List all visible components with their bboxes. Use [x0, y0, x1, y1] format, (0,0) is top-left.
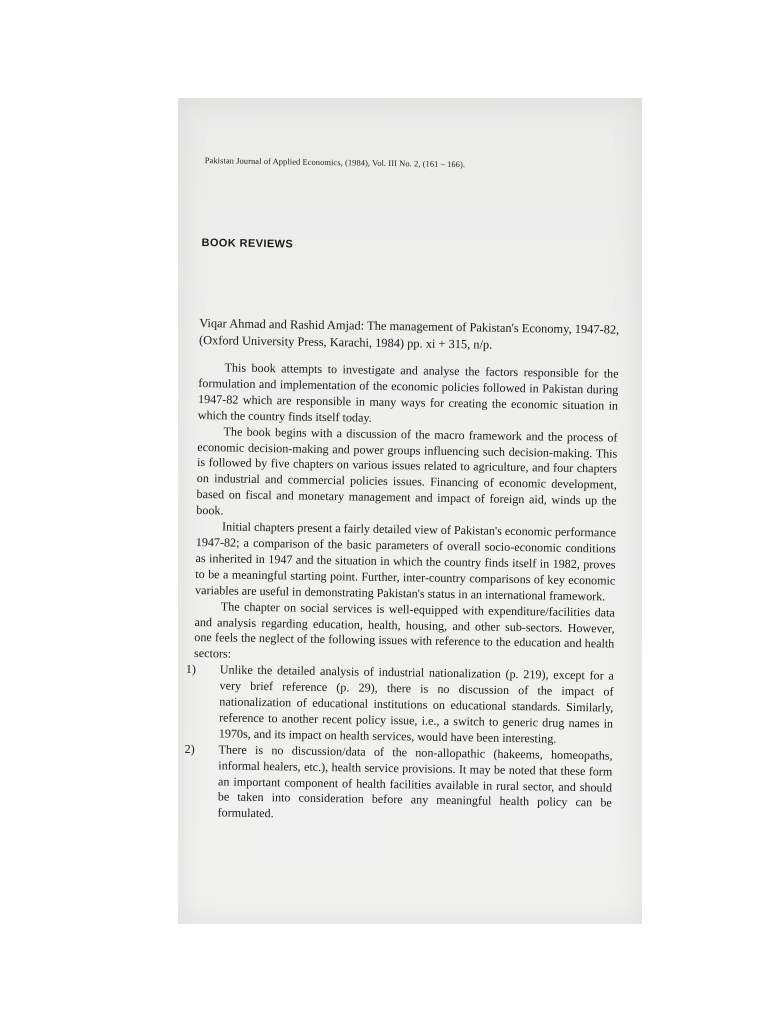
paragraph: Initial chapters present a fairly detailed view of Pakistan's economic performance 1947-82; a comparison of the basic parameters of overall socio-economic conditions as inherited in 1947 and the situation in which the country finds itself in 1982, proves to be a meaningful starting point. Further, inter-country comparisons of key economic variables are useful in demonstrating Pakistan's status in an international framework.: [194, 519, 617, 604]
list-number: 1): [185, 662, 197, 677]
paragraph: The book begins with a discussion of the macro framework and the process of economic decision-making and power groups influencing such decision-making. This is followed by five chapters on various issues related to agriculture, and four chapters on industrial and commercial policies issues. Financing of economic development, based on fiscal and monetary management and impact of foreign aid, winds up the book.: [196, 424, 618, 518]
list-item: [184, 741, 613, 828]
list-number: 2): [184, 741, 195, 756]
section-heading: BOOK REVIEWS: [201, 237, 294, 251]
list-item-text: Unlike the detailed analysis of industrial nationalization (p. 219), except for a very brief reference (p. 29), there is no discussion of the impact of nationalization of educational institutions on educational standards. Similarly, reference to another recent policy issue, i.e., a switch to generic drug names in 1970s, and its impact on health services, would have been interesting.: [218, 662, 614, 746]
list-item: [185, 662, 614, 748]
journal-citation: Pakistan Journal of Applied Economics, (1984), Vol. III No. 2, (161 – 166).: [204, 156, 466, 170]
list-item-text: There is no discussion/data of the non-allopathic (hakeems, homeopaths, informal healers, etc.), health service provisions. It may be noted that these form an important component of health facilities available in rural sector, and should be taken into consideration before any meaningful health policy can be formulated.: [217, 742, 613, 821]
review-body: [184, 360, 619, 828]
paragraph: The chapter on social services is well-equipped with expenditure/facilities data and analysis regarding education, health, housing, and other sub-sectors. However, one feels the neglect of the following issues with reference to the education and health sectors:: [193, 598, 615, 661]
review-title: Viqar Ahmad and Rashid Amjad: The management of Pakistan's Economy, 1947-82, (Oxford University Press, Karachi, 1984) pp. xi + 315, n/p.: [198, 316, 620, 352]
paragraph: This book attempts to investigate and analyse the factors responsible for the formulation and implementation of the economic policies followed in Pakistan during 1947-82 which are responsible in many ways for creating the economic situation in which the country finds itself today.: [197, 360, 619, 425]
issues-list: [184, 662, 614, 828]
